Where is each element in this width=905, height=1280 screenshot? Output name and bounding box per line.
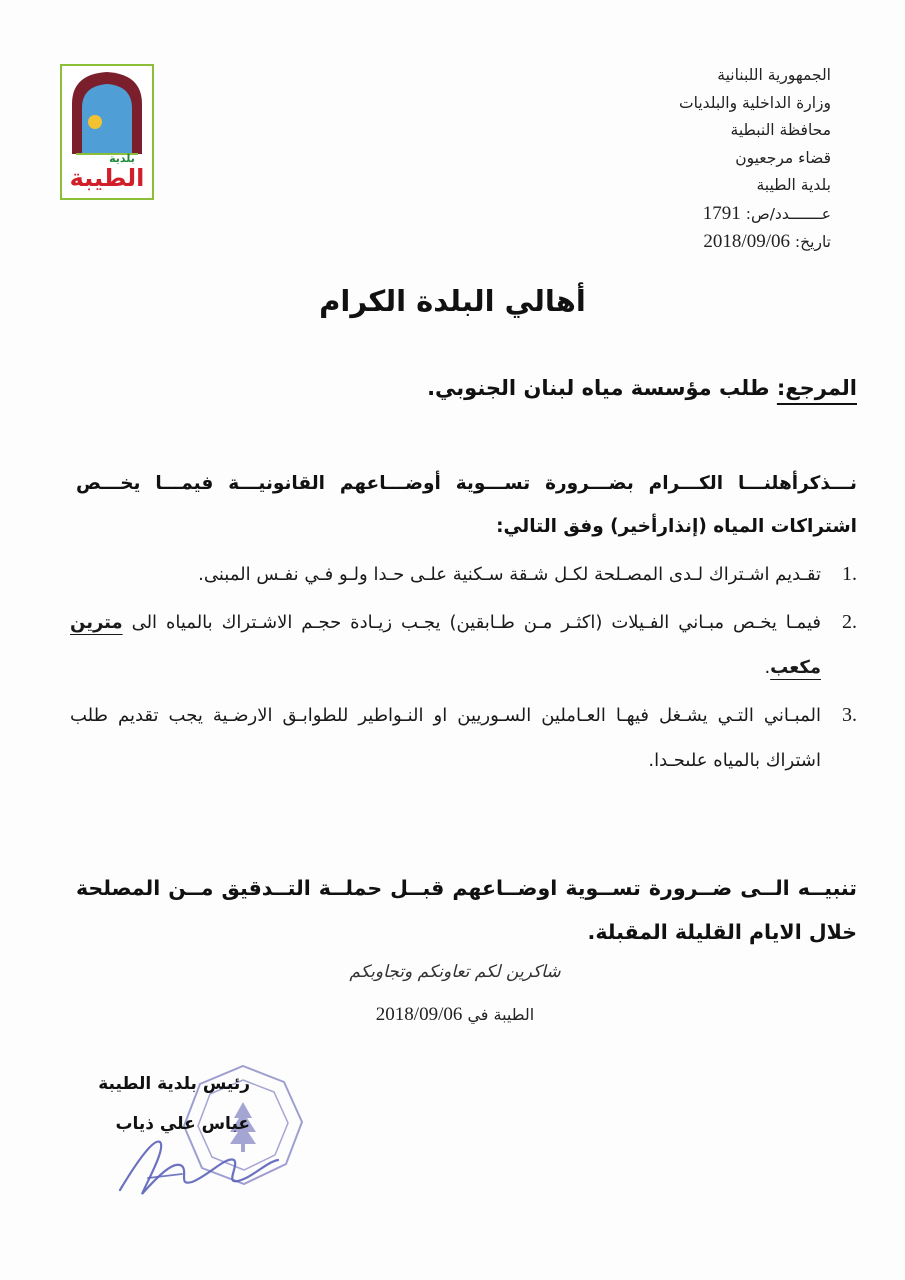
reference-text: طلب مؤسسة مياه لبنان الجنوبي. <box>427 376 770 400</box>
requirements-list <box>70 552 857 786</box>
closing-place-date <box>300 1004 610 1026</box>
list-item-text <box>70 600 821 690</box>
list-item-emphasis: مترين مكعب <box>70 612 821 678</box>
list-item <box>70 600 857 690</box>
intro-paragraph: نـــذكرأهلنـــا الكـــرام بضـــرورة تســـوية أوضـــاعهم القانونيـــة فيمـــا يخـــص اشتراكات المياه (إنذارأخير) وفق التالي: <box>76 473 857 537</box>
signer-name: عباس علي ذياب <box>115 1114 250 1134</box>
header-district: قضاء مرجعيون <box>735 148 831 167</box>
header-governorate: محافظة النبطية <box>730 121 831 139</box>
warning-notice: تنبيــه الــى ضــرورة تســوية اوضــاعهم قبــل حملــة التــدقيق مــن المصلحة خلال الايام القليلة المقبلة. <box>76 876 857 944</box>
number-label: عـــــــدد/ص: <box>745 204 831 223</box>
municipality-logo <box>60 64 154 200</box>
handwritten-signature-icon <box>108 1120 288 1210</box>
closing-thanks: شاكرين لكم تعاونكم وتجاوبكم <box>349 962 561 982</box>
header-ministry: وزارة الداخلية والبلديات <box>679 93 831 112</box>
signer-title: رئيس بلدية الطيبة <box>98 1074 250 1094</box>
date-value: 2018/09/06 <box>703 231 790 252</box>
list-item-text-after: . <box>764 657 771 678</box>
header-date-line <box>471 228 831 257</box>
reference-line <box>77 376 857 400</box>
logo-name-text: الطيبة <box>69 164 145 192</box>
list-item <box>70 552 857 597</box>
list-item-text-before: فيمـا يخـص مبـاني الفـيلات (اكثـر مـن طـابقين) يجـب زيـادة حجـم الاشـتراك بالمياه الى <box>131 612 821 633</box>
logo-small-text: بلدية <box>109 152 135 165</box>
list-item-number: .2 <box>842 611 857 633</box>
list-item-text: المبـاني التـي يشـغل فيهـا العـاملين السـوريين او النـواطير للطوابـق الارضـية يجب تقديم طلب اشتراك بالمياه علىحـدا. <box>70 705 821 771</box>
letterhead <box>471 62 831 257</box>
list-item-text: تقـديم اشـتراك لـدى المصـلحة لكـل شـقة سـكنية علـى حـدا ولـو فـي نفـس المبنى. <box>198 564 821 585</box>
list-item-number: .3 <box>842 704 857 726</box>
list-item <box>70 693 857 783</box>
closing-place: الطيبة في <box>467 1005 535 1024</box>
header-municipality: بلدية الطيبة <box>756 176 831 194</box>
header-republic: الجمهورية اللبنانية <box>717 66 831 84</box>
list-item-number: .1 <box>842 563 857 585</box>
date-label: تاريخ: <box>794 233 831 251</box>
closing-date: 2018/09/06 <box>375 1004 463 1025</box>
salutation: أهالي البلدة الكرام <box>319 284 586 318</box>
header-number-line <box>471 200 831 229</box>
reference-label: المرجع: <box>776 376 857 400</box>
number-value: 1791 <box>702 202 741 224</box>
